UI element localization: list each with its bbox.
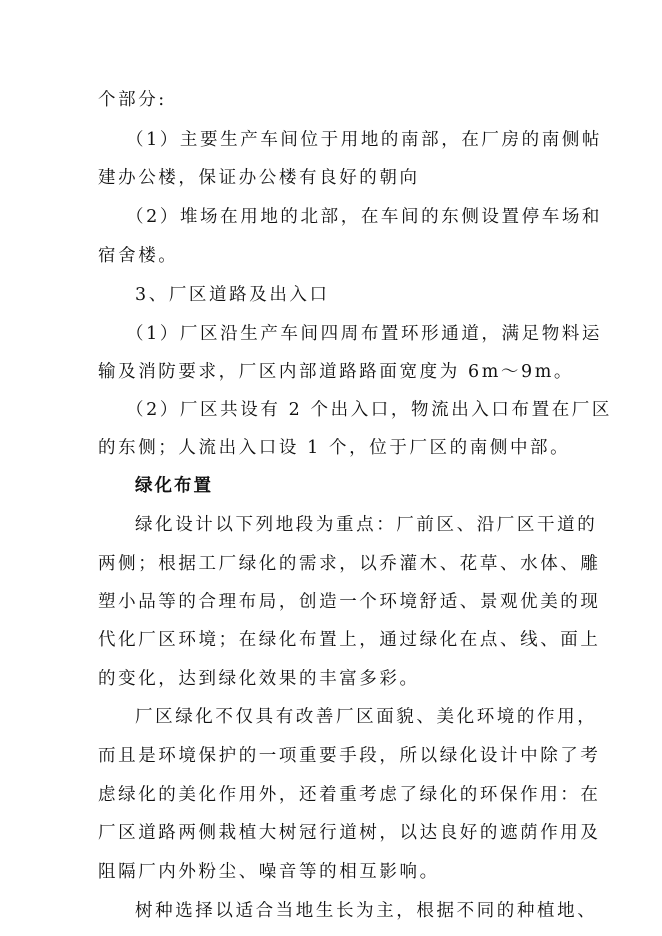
paragraph-line: 虑绿化的美化作用外，还着重考虑了绿化的环保作用：在 [98, 785, 601, 805]
paragraph-line: 树种选择以适合当地生长为主，根据不同的种植地、 [135, 901, 598, 921]
list-item: （2）堆场在用地的北部，在车间的东侧设置停车场和 [126, 207, 603, 227]
paragraph-line: 厂区绿化不仅具有改善厂区面貌、美化环境的作用， [135, 707, 598, 727]
list-item: （2）厂区共设有 2 个出入口，物流出入口布置在厂区 [126, 400, 612, 420]
paragraph-line: 而且是环境保护的一项重要手段，所以绿化设计中除了考 [98, 746, 601, 766]
text-line: 的东侧；人流出入口设 1 个，位于厂区的南侧中部。 [98, 438, 571, 458]
paragraph-line: 绿化设计以下列地段为重点：厂前区、沿厂区干道的 [135, 515, 598, 535]
paragraph-line: 厂区道路两侧栽植大树冠行道树，以达良好的遮荫作用及 [98, 823, 601, 843]
text-line: 建办公楼，保证办公楼有良好的朝向 [98, 168, 420, 188]
text-line: 个部分: [98, 90, 167, 110]
section-title: 绿化布置 [135, 476, 213, 496]
paragraph-line: 代化厂区环境；在绿化布置上，通过绿化在点、线、面上 [98, 630, 601, 650]
paragraph-line: 两侧；根据工厂绿化的需求，以乔灌木、花草、水体、雕 [98, 554, 601, 574]
text-line: 输及消防要求，厂区内部道路路面宽度为 6m～9m。 [98, 362, 575, 382]
paragraph-line: 塑小品等的合理布局，创造一个环境舒适、景观优美的现 [98, 592, 601, 612]
list-item: （1）厂区沿生产车间四周布置环形通道，满足物料运 [126, 324, 603, 344]
list-item: （1）主要生产车间位于用地的南部，在厂房的南侧帖 [126, 130, 603, 150]
section-heading: 3、厂区道路及出入口 [135, 285, 330, 305]
text-line: 宿舍楼。 [98, 246, 179, 266]
paragraph-line: 的变化，达到绿化效果的丰富多彩。 [98, 669, 420, 689]
paragraph-line: 阻隔厂内外粉尘、噪音等的相互影响。 [98, 862, 440, 882]
